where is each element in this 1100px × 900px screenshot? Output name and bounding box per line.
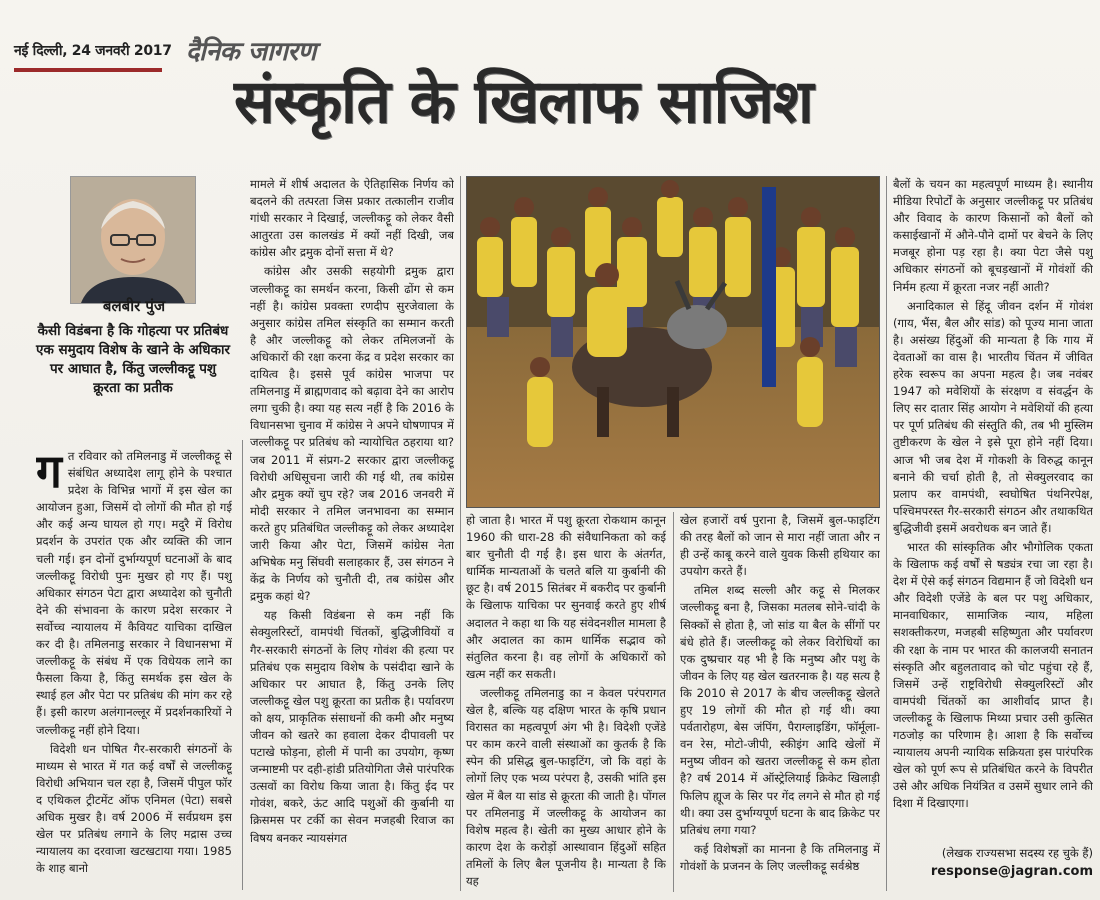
author-photo-icon: [70, 176, 196, 304]
paragraph: तमिल शब्द सल्ली और कट्टू से मिलकर जल्लीकट्टू बना है, जिसका मतलब सोने-चांदी के सिक्कों से होता है, जो सांड या बैल के सींगों पर बंधे होते हैं। जल्लीकट्टू को लेकर विरोधियों का एक दुष्प्रचार यह भी है कि मनुष्य और पशु के जीवन के लिए यह खेल खतरनाक है। यह सत्य है कि 2010 से 2017 के बीच जल्लीकट्टू खेलते हुए 19 लोगों की मौत हो गई थी। क्या पर्वतारोहण, बेस जंपिंग, पैराग्लाइडिंग, फॉर्मूला-वन रेस, मोटो-जीपी, स्कीइंग आदि खेलों में मनुष्य जीवन को खतरा जल्लीकट्टू से कम होता है? वर्ष 2014 में ऑस्ट्रेलियाई क्रिकेट खिलाड़ी फिलिप ह्यूज के सिर पर गेंद लगने से मौत हो गई थी। क्या उस दुर्भाग्यपूर्ण घटना के बाद क्रिकेट पर प्रतिबंध लगा गया?: [680, 583, 880, 837]
masthead-rule: [14, 68, 162, 72]
paragraph: खेल हजारों वर्ष पुराना है, जिसमें बुल-फाइटिंग की तरह बैलों को जान से मारा नहीं जाता और न ही उन्हें काबू करने वाले युवक किसी हथियार का उपयोग करते हैं।: [680, 513, 880, 579]
column-divider: [886, 176, 887, 891]
column-divider: [673, 512, 674, 892]
paragraph: हो जाता है। भारत में पशु क्रूरता रोकथाम कानून 1960 की धारा-28 की संवैधानिकता को कई बार चुनौती दी गई है। इस धारा के अंतर्गत, धार्मिक मान्यताओं के चलते बलि या कुर्बानी की छूट है। वर्ष 2015 सितंबर में बकरीद पर कुर्बानी के खिलाफ याचिका पर सुनवाई करते हुए शीर्ष अदालत ने कहा था कि यह संवेदनशील मामला है और अदालत का काम धार्मिक सद्भाव को संतुलित करना है। वह लोगों के अधिकारों को खत्म नहीं कर सकती।: [466, 513, 666, 681]
pull-quote: कैसी विडंबना है कि गोहत्या पर प्रतिबंध एक समुदाय विशेष के खाने के अधिकार पर आघात है, किंतु जल्लीकट्टू पशु क्रूरता का प्रतीक: [36, 323, 230, 396]
author-note: (लेखक राज्यसभा सदस्य रह चुके हैं): [941, 846, 1093, 860]
paragraph: यह किसी विडंबना से कम नहीं कि सेक्युलरिस्टों, वामपंथी चिंतकों, बुद्धिजीवियों व गैर-सरकारी संगठनों के लिए गोवंश की हत्या पर प्रतिबंध एक समुदाय विशेष के पसंदीदा खाने के अधिकार पर आघात है, किंतु उनके लिए जल्लीकट्टू खेल पशु क्रूरता का प्रतीक है। पर्यावरण को क्षय, प्राकृतिक संसाधनों की कमी और मनुष्य जीवन को खतरे का हवाला देकर दीपावली पर पटाखे फोड़ना, होली में पानी का उपयोग, कृष्ण जन्माष्टमी पर दही-हांडी प्रतियोगिता जैसे पारंपरिक उत्सवों का विरोध किया जाता है। किंतु ईद पर गोवंश, बकरे, ऊंट आदि पशुओं की कुर्बानी या क्रिसमस पर टर्की का सेवन मजहबी रिवाज का विषय बनकर न्यायसंगत: [250, 608, 454, 845]
paragraph: जल्लीकट्टू तमिलनाडु का न केवल परंपरागत खेल है, बल्कि यह दक्षिण भारत के कृषि प्रधान विरासत का महत्वपूर्ण अंग भी है। विदेशी एजेंडे पर काम करने वाली संस्थाओं का कुतर्क है कि स्पेन की प्रसिद्ध बुल-फाइटिंग, जो कि वहां के लोगों लिए एक भव्य परंपरा है, उसकी भांति इस खेल में बैल या सांड से क्रूरता की जाती है। पोंगल पर तमिलनाडु में जल्लीकट्टू के आयोजन का विशेष महत्व है। खेती का मुख्य आधार होने के कारण देश के करोड़ों आस्थावान हिंदुओं सहित तमिलों के लिए बैल पूजनीय है। मान्यता है कि यह: [466, 685, 666, 888]
article-column-2: [250, 176, 454, 891]
column-divider: [460, 176, 461, 891]
paragraph: विदेशी धन पोषित गैर-सरकारी संगठनों के माध्यम से भारत में गत कई वर्षों से जल्लीकट्टू विरोधी अभियान चल रहा है, जिसमें पीपुल फॉर द एथिकल ट्रीटमेंट ऑफ एनिमल (पेटा) सबसे अधिक मुखर है। वर्ष 2006 में सर्वप्रथम इस खेल पर प्रतिबंध लगाने के लिए मद्रास उच्च न्यायालय का दरवाजा खटखटाया गया। 1985 के शाह बानो: [36, 741, 232, 876]
headline: संस्कृति के खिलाफ साजिश: [234, 67, 813, 137]
paragraph: त रविवार को तमिलनाडु में जल्लीकट्टू से संबंधित अध्यादेश लागू होने के पश्चात प्रदेश के विभिन्न भागों में इस खेल का आयोजन हुआ, जिसमें दो लोगों की मौत हो गई और कई अन्य घायल हो गए। मदुरै में विरोध प्रदर्शन के उपरांत एक और व्यक्ति की जान चली गई। इन दोनों दुर्भाग्यपूर्ण घटनाओं के बाद जल्लीकट्टू विरोधी पुनः मुखर हो गए हैं। पशु अधिकार संगठन पेटा द्वारा अध्यादेश को चुनौती देने की संभावना के कारण प्रदेश सरकार ने सर्वोच्च न्यायालय में कैवियट याचिका दाखिल कर दी है। तमिलनाडु सरकार ने विधानसभा में जल्लीकट्टू के संबंध में एक विधेयक लाने का फैसला किया है, किंतु समर्थक इस खेल के स्थाई हल और पेटा पर प्रतिबंध की मांग कर रहे हैं। इसी कारण अलंगानल्लूर में प्रदर्शनकारियों ने जल्लीकट्टू नहीं होने दिया।: [36, 449, 232, 737]
paragraph: अनादिकाल से हिंदू जीवन दर्शन में गोवंश (गाय, भैंस, बैल और सांड) को पूज्य माना जाता है। असंख्य हिंदुओं की मान्यता है कि गाय में देवताओं का वास है। भारतीय चिंतन में जीवित हरेक स्वरूप का अपना महत्व है। जब नवंबर 1947 को मवेशियों के संरक्षण व संवर्द्धन के लिए सर दातार सिंह आयोग ने मवेशियों की हत्या पर पूर्ण प्रतिबंध की संस्तुति की, तब भी मुस्लिम तुष्टीकरण के खेल ने इसे पूरा होने नहीं दिया। आज भी जब देश में गोकशी के विरुद्ध कानून बनाने की चर्चा होती है, तो सेक्युलरवाद का प्रलाप कर वामपंथी, स्वघोषित पंथनिरपेक्ष, पश्चिमपरस्त गैर-सरकारी संगठन और तथाकथित बुद्धिजीवी इसमें अवरोधक बन जाते हैं।: [893, 298, 1093, 535]
response-email-link[interactable]: response@jagran.com: [930, 864, 1093, 879]
article-column-5: [893, 176, 1093, 841]
author-name: बलबीर पुंज: [102, 297, 166, 315]
article-column-4: [680, 512, 880, 892]
article-column-1: [36, 448, 232, 888]
drop-cap: ग: [36, 448, 62, 498]
paragraph: बैलों के चयन का महत्वपूर्ण माध्यम है। स्थानीय मीडिया रिपोर्टों के अनुसार जल्लीकट्टू पर प्रतिबंध और विवाद के कारण किसानों को बैलों को कसाईखानों में औने-पौने दामों पर बेचने के लिए मजबूर होना पड़ रहा है। क्या पेटा जैसे पशु अधिकार संगठनों को बूचड़खानों में गोवंशों की निर्मम हत्या में क्रूरता नजर नहीं आती?: [893, 177, 1093, 294]
article-column-3: [466, 512, 666, 892]
dateline: नई दिल्ली, 24 जनवरी 2017: [14, 42, 172, 59]
paragraph: कई विशेषज्ञों का मानना है कि तमिलनाडु में गोवंशों के प्रजनन के लिए जल्लीकट्टू सर्वश्रेष्ठ: [680, 841, 880, 873]
column-divider: [242, 440, 243, 890]
masthead: [14, 30, 316, 70]
paragraph: भारत की सांस्कृतिक और भौगोलिक एकता के खिलाफ कई वर्षों से षड्यंत्र रचा जा रहा है। देश में ऐसे कई संगठन विद्यमान हैं जो विदेशी धन और विदेशी एजेंडे के बल पर पशु अधिकार, मानवाधिकार, सामाजिक न्याय, महिला सशक्तीकरण, मजहबी सहिष्णुता और पर्यावरण की रक्षा के नाम पर भारत की कालजयी सनातन संस्कृति और बहुलतावाद को चोट पहुंचा रहे हैं, जिसमें उन्हें राष्ट्रविरोधी सेक्युलरिस्टों और वामपंथी चिंतकों का आशीर्वाद प्राप्त है। जल्लीकट्टू के खिलाफ मिथ्या प्रचार उसी कुत्सित गठजोड़ का परिणाम है। आशा है कि सर्वोच्च न्यायालय अपनी न्यायिक सक्रियता इस पारंपरिक खेल को पूर्ण रूप से प्रतिबंधित करने के विपरीत उसे और अधिक नियंत्रित व उसमें सुधार लाने की दिशा में दिखाएगा।: [893, 539, 1093, 811]
jallikattu-photo-icon: [466, 176, 880, 508]
newspaper-name: दैनिक जागरण: [185, 37, 316, 67]
paragraph: मामले में शीर्ष अदालत के ऐतिहासिक निर्णय को बदलने की तत्परता जिस प्रकार तत्कालीन राजीव गांधी सरकार ने दिखाई, जल्लीकट्टू को लेकर वैसी आतुरता उस कालखंड में क्यों नहीं दिखी, जब कांग्रेस और द्रमुक दोनों सत्ता में थे?: [250, 177, 454, 260]
paragraph: कांग्रेस और उसकी सहयोगी द्रमुक द्वारा जल्लीकट्टू का समर्थन करना, किसी ढोंग से कम नहीं है। कांग्रेस प्रवक्ता रणदीप सुरजेवाला के अनुसार कांग्रेस तमिल संस्कृति का सम्मान करती है और जल्लीकट्टू को लेकर तमिलजनों के अधिकारों की रक्षा करना केंद्र व प्रदेश सरकार का दायित्व है। इससे पूर्व कांग्रेस भाजपा पर तमिलनाडु में ब्राह्मणवाद को बढ़ावा देने का आरोप लगा चुकी है। क्या यह सत्य नहीं है कि 2016 के विधानसभा चुनाव में कांग्रेस ने अपने घोषणापत्र में जल्लीकट्टू पर प्रतिबंध को न्यायोचित ठहराया था? जब 2011 में संप्रग-2 सरकार द्वारा जल्लीकट्टू विरोधी अधिसूचना जारी की गई थी, तब कांग्रेस और द्रमुक क्यों चुप रहे? जब 2016 जनवरी में मोदी सरकार ने तमिल जनभावना का सम्मान करते हुए प्रतिबंधित जल्लीकट्टू को लेकर अध्यादेश जारी किया और पेटा, जिसमें कांग्रेस नेता अभिषेक मनु सिंघवी सलाहकार हैं, उस संगठन ने केंद्र के निर्णय को चुनौती दी, तब कांग्रेस और द्रमुक कहां थे?: [250, 264, 454, 604]
